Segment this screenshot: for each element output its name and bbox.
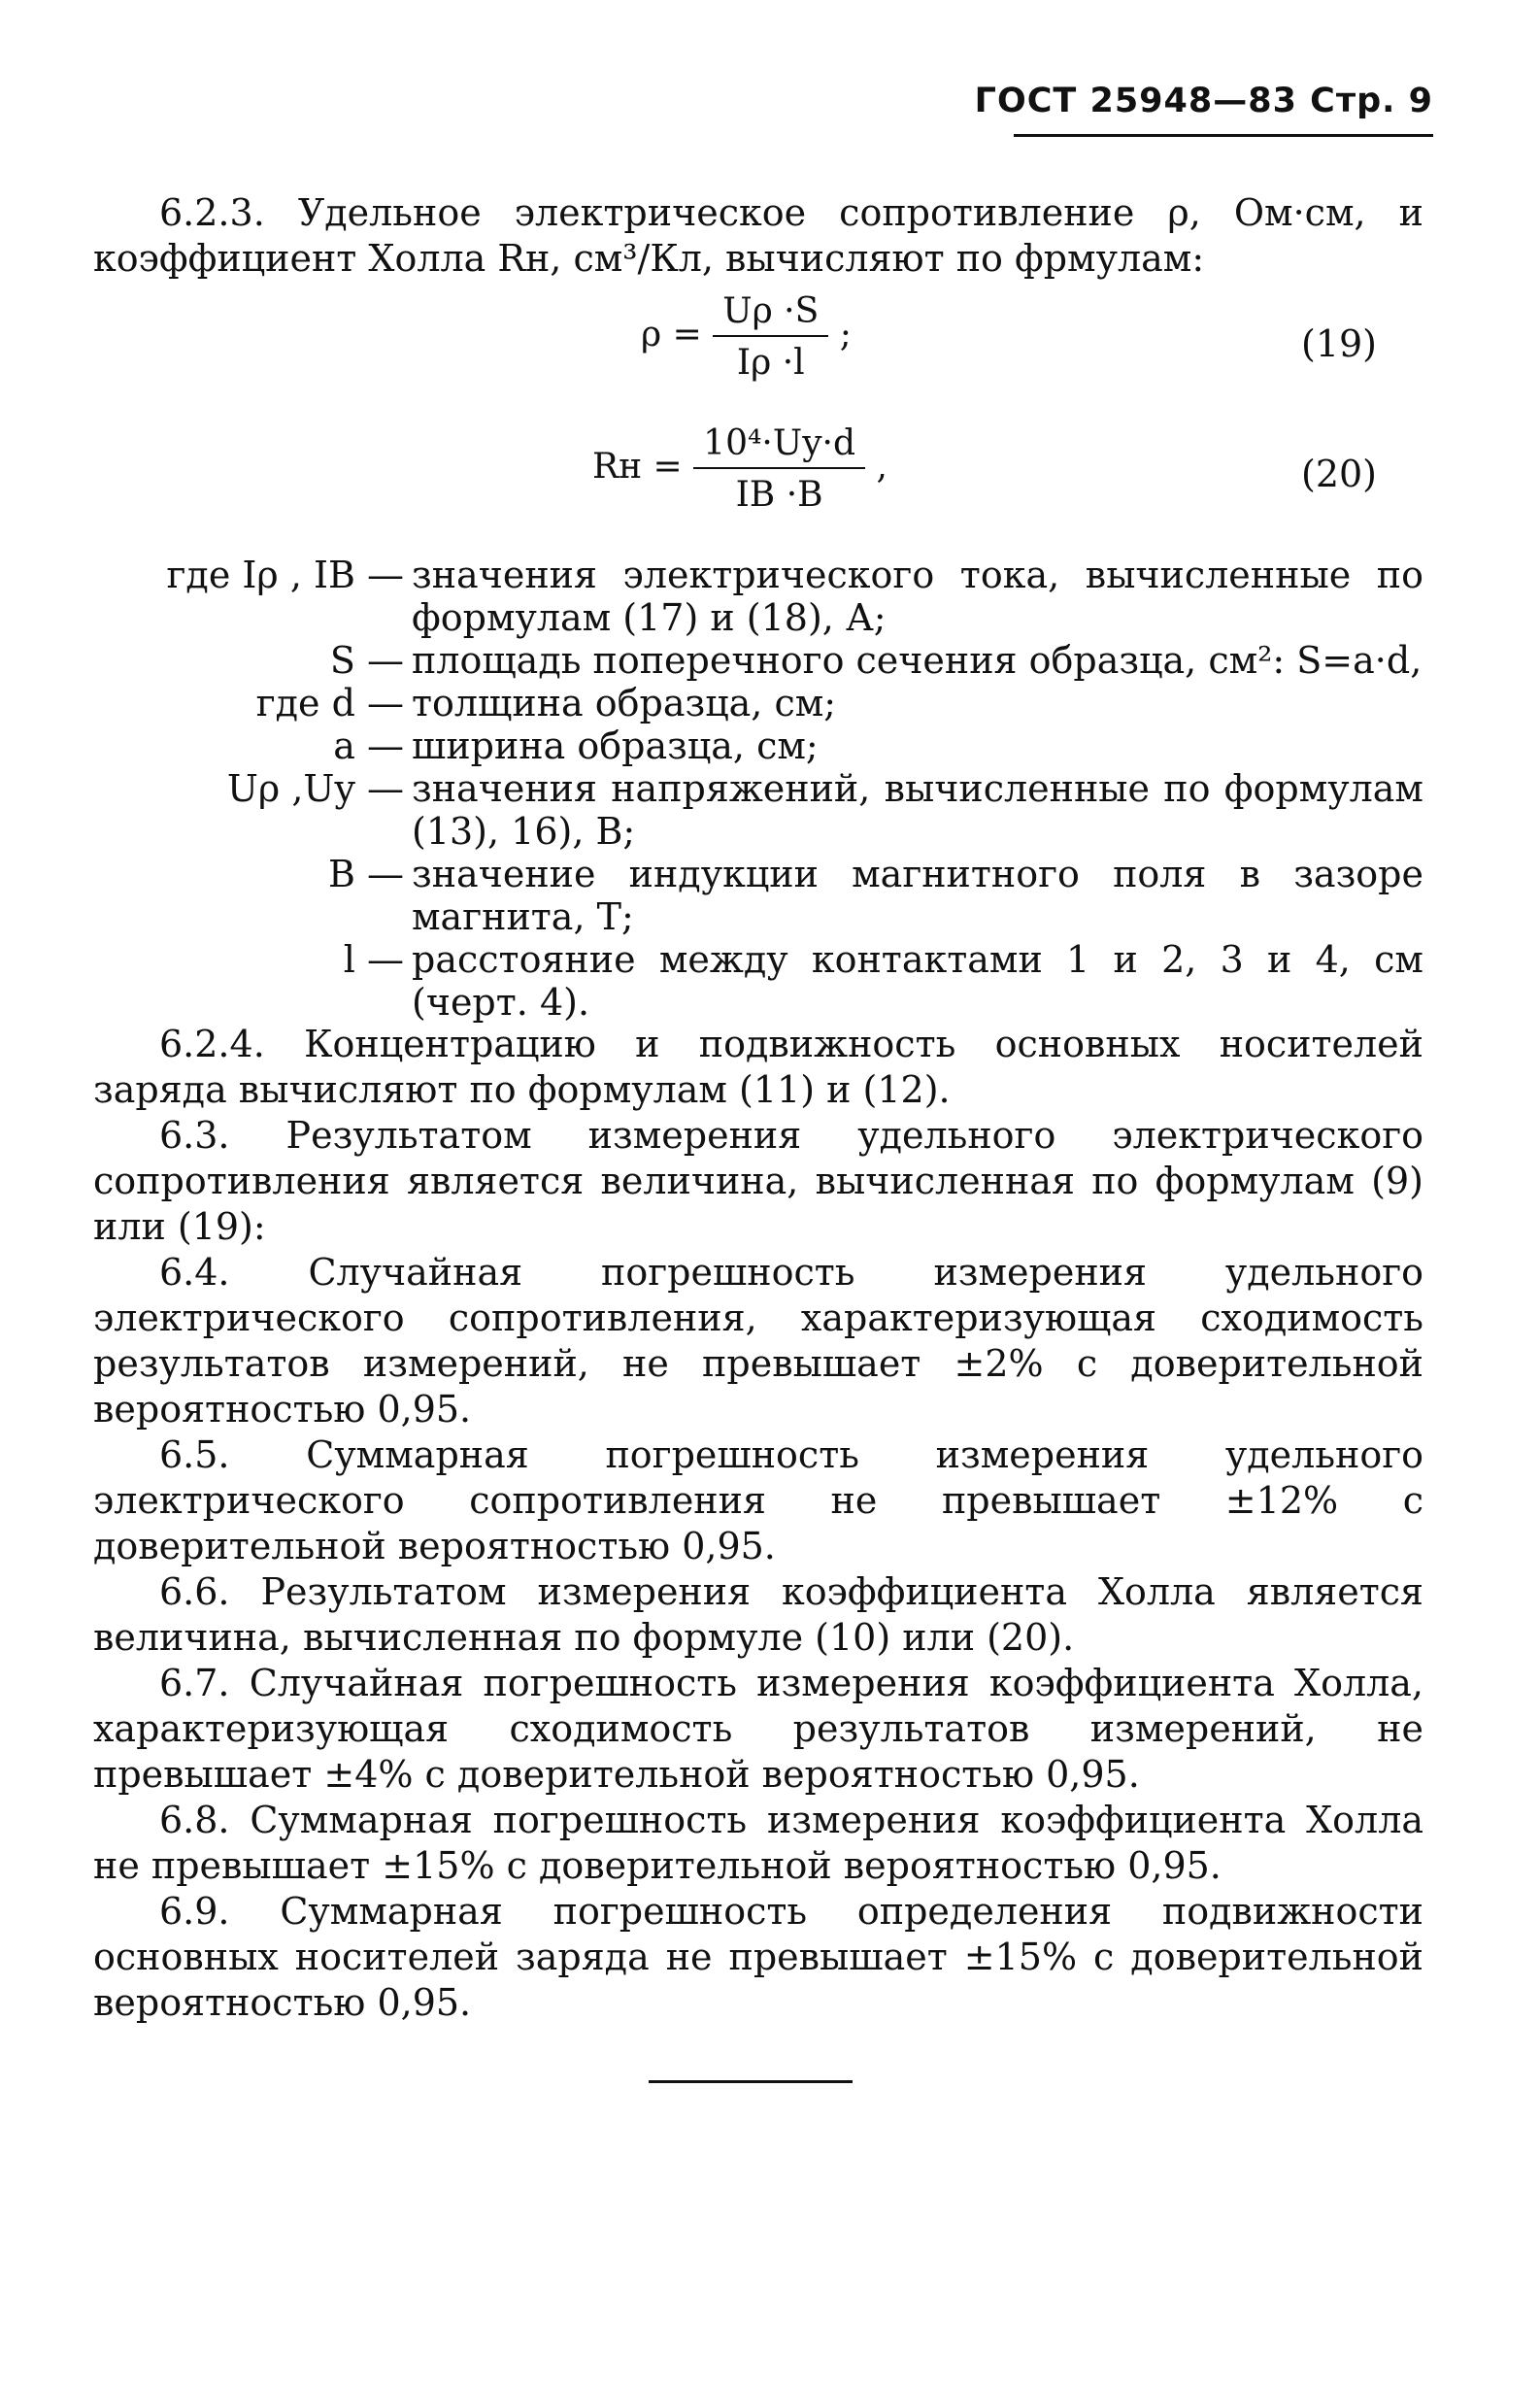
definition-text: расстояние между контактами 1 и 2, 3 и 4, см (черт. 4). [412, 938, 1423, 1024]
page-header: ГОСТ 25948—83 Стр. 9 [974, 82, 1433, 120]
definition-term: S — [329, 639, 404, 682]
formula-19-lhs: ρ = [641, 315, 702, 354]
formula-20-numerator: 10⁴·Uy·d [693, 423, 865, 469]
body-paragraphs [93, 1022, 1423, 2026]
definition-text: значения электрического тока, вычисленные по формулам (17) и (18), А; [412, 554, 1423, 639]
formula-19 [641, 291, 852, 383]
formula-20-fraction [693, 423, 865, 515]
formula-19-numerator: Uρ ·S [713, 291, 828, 337]
paragraph-6-8: 6.8. Суммарная погрешность измерения коэффициента Холла не превышает ±15% с доверительной вероятностью 0,95. [93, 1799, 1423, 1887]
paragraph-6-7: 6.7. Случайная погрешность измерения коэффициента Холла, характеризующая сходимость результатов измерений, не превышает ±4% с доверительной вероятностью 0,95. [93, 1662, 1423, 1796]
definition-text: площадь поперечного сечения образца, см²: S=a·d, [412, 639, 1423, 682]
intro-block [93, 190, 1423, 282]
formula-19-tail: ; [839, 315, 852, 354]
definition-text: значение индукции магнитного поля в зазоре магнита, Т; [412, 853, 1423, 938]
definition-term: a — [333, 724, 404, 767]
paragraph-6-9: 6.9. Суммарная погрешность определения подвижности основных носителей заряда не превышает ±15% с доверительной вероятностью 0,95. [93, 1890, 1423, 2024]
definition-text: ширина образца, см; [412, 724, 819, 767]
paragraph-6-5: 6.5. Суммарная погрешность измерения удельного электрического сопротивления не превышает ±12% с доверительной вероятностью 0,95. [93, 1433, 1423, 1567]
definition-term: Uρ ,Uy — [226, 767, 404, 810]
formula-20 [592, 423, 887, 515]
definition-text: толщина образца, см; [412, 682, 837, 724]
definition-row [93, 767, 1423, 853]
paragraph-6-6: 6.6. Результатом измерения коэффициента Холла является величина, вычисленная по формуле (10) или (20). [93, 1570, 1423, 1659]
definition-row [93, 853, 1423, 938]
formula-19-fraction [713, 291, 828, 383]
definition-row [93, 724, 1423, 767]
paragraph-6-3: 6.3. Результатом измерения удельного электрического сопротивления является величина, вычисленная по формулам (9) или (19): [93, 1114, 1423, 1248]
equation-number-20: (20) [1301, 453, 1378, 495]
definition-row [93, 639, 1423, 682]
paragraph-6-4: 6.4. Случайная погрешность измерения удельного электрического сопротивления, характеризующая сходимость результатов измерений, не превышает ±2% с доверительной вероятностью 0,95. [93, 1251, 1423, 1431]
definition-term: B — [327, 853, 404, 895]
definition-row [93, 938, 1423, 1024]
definitions-list [93, 554, 1423, 1024]
paragraph-6-2-4: 6.2.4. Концентрацию и подвижность основных носителей заряда вычисляют по формулам (11) и (12). [93, 1023, 1423, 1111]
equation-number-19: (19) [1301, 322, 1378, 365]
definition-text: значения напряжений, вычисленные по формулам (13), 16), В; [412, 767, 1423, 853]
formula-20-denominator: IB ·B [735, 475, 823, 515]
formula-19-denominator: Iρ ·l [736, 343, 805, 383]
definition-row [93, 554, 1423, 639]
formula-20-lhs: Rн = [592, 447, 683, 487]
end-rule [649, 2080, 853, 2083]
definition-term: где Iρ , IB — [166, 554, 404, 596]
formula-20-tail: , [876, 447, 887, 487]
definition-term: l — [343, 938, 404, 981]
definition-row [93, 682, 1423, 724]
paragraph-6-2-3: 6.2.3. Удельное электрическое сопротивление ρ, Ом·см, и коэффициент Холла Rн, см³/Кл, вычисляют по фрмулам: [93, 191, 1423, 280]
header-rule [1014, 134, 1433, 137]
definition-term: где d — [255, 682, 404, 724]
